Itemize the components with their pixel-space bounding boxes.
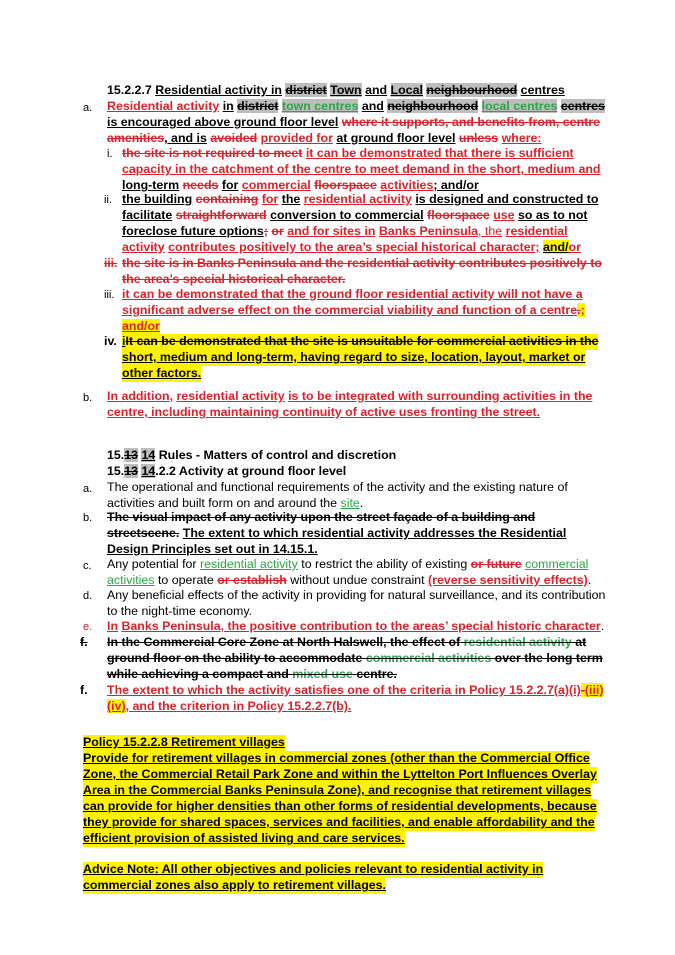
list-label: f. [80, 683, 88, 697]
rule-e-line1: In Banks Peninsula, the positive contribution to the areas’ special historic character. [107, 619, 605, 633]
advice-note-line1: Advice Note: All other objectives and policies relevant to residential activity in [83, 862, 544, 876]
clause-a-line1: Residential activity in district town centres and neighbourhood local centres centres [107, 99, 605, 113]
clause-iv-line2: short, medium and long-term, having regard to size, location, layout, market or [122, 350, 586, 364]
rules-subheading: 15.13 14.2.2 Activity at ground floor level [107, 464, 347, 478]
clause-i-line2: capacity in the catchment of the centre to meet demand in the short, medium and [122, 162, 601, 176]
list-label: a. [83, 102, 93, 114]
list-label: d. [83, 590, 93, 602]
clause-iii-line3: and/or [122, 319, 160, 333]
rule-f-line1: The extent to which the activity satisfies one of the criteria in Policy 15.2.2.7(a)(i)-(iii) [107, 683, 604, 697]
deleted-rule-f-line1: In the Commercial Core Zone at North Halswell, the effect of residential activity at [107, 635, 587, 649]
policy-line: Provide for retirement villages in commercial zones (other than the Commercial Office [83, 751, 590, 765]
rule-a-line2: activities and built form on and around the site. [107, 496, 364, 510]
deleted-rule-f-line2: ground floor on the ability to accommodate commercial activities over the long term [107, 651, 603, 665]
rule-c-line2: activities to operate or establish without undue constraint (reverse sensitivity effects). [107, 573, 592, 587]
policy-line: they provide for shared spaces, services and facilities, and enable affordability and the [83, 815, 595, 829]
rule-f-line2: (iv), and the criterion in Policy 15.2.2.7(b). [107, 699, 352, 713]
policy-line: can provide for higher densities than other forms of residential developments, because [83, 799, 597, 813]
clause-i-line1: the site is not required to meet it can be demonstrated that there is sufficient [122, 146, 574, 160]
clause-a-line3: amenities, and is avoided provided for at ground floor level unless where: [107, 131, 542, 145]
clause-iii-line2: significant adverse effect on the commercial viability and function of a centre.; [122, 303, 585, 317]
advice-note-line2: commercial zones also apply to retirement villages. [83, 878, 386, 892]
list-label: b. [83, 392, 93, 404]
policy-line: Zone, the Commercial Retail Park Zone and within the Lyttelton Port Influences Overlay [83, 767, 597, 781]
clause-iv-line3: other factors. [122, 366, 202, 380]
rule-d-line2: to the night-time economy. [107, 604, 253, 618]
list-label: e. [83, 621, 93, 633]
clause-i-line3: long-term needs for commercial floorspace activities; and/or [122, 178, 479, 192]
list-label: f. [80, 635, 88, 649]
rule-c-line1: Any potential for residential activity to restrict the ability of existing or future commercial [107, 557, 589, 571]
clause-iii-line1: it can be demonstrated that the ground floor residential activity will not have a [122, 287, 583, 301]
list-label: b. [83, 512, 93, 524]
clause-b-line2: centre, including maintaining continuity of active uses fronting the street. [107, 405, 541, 419]
policy-title: Policy 15.2.2.8 Retirement villages [83, 735, 285, 749]
clause-ii-line4: activity contributes positively to the area’s special historical character; and/or [122, 240, 581, 254]
deleted-clause-iii-line1: the site is in Banks Peninsula and the residential activity contributes positively to [122, 256, 602, 270]
clause-iv-line1: iIt can be demonstrated that the site is unsuitable for commercial activities in the [122, 334, 599, 348]
rule-b-line1: The visual impact of any activity upon the street façade of a building and [107, 510, 536, 524]
rule-a-line1: The operational and functional requirements of the activity and the existing nature of [107, 480, 568, 494]
deleted-rule-f-line3: while achieving a compact and mixed use centre. [107, 667, 397, 681]
deleted-clause-iii-line2: the area’s special historical character. [122, 272, 346, 286]
list-label: c. [83, 560, 92, 572]
policy-heading: 15.2.2.7 Residential activity in district Town and Local neighbourhood centres [107, 83, 565, 97]
rule-b-line2: streetscene. The extent to which residential activity addresses the Residential [107, 526, 567, 540]
clause-ii-line1: the building containing for the residential activity is designed and constructed to [122, 192, 599, 206]
list-label: i. [107, 148, 113, 160]
rule-b-line3: Design Principles set out in 14.15.1. [107, 542, 318, 556]
list-label: a. [83, 483, 93, 495]
list-label: iii. [104, 289, 115, 301]
list-label: iv. [104, 334, 117, 348]
clause-ii-line3: foreclose future options; or and for sites in Banks Peninsula, the residential [122, 224, 568, 238]
list-label: iii. [104, 256, 118, 270]
rule-d-line1: Any beneficial effects of the activity in providing for natural surveillance, and its contribution [107, 588, 606, 602]
policy-line: Area in the Commercial Banks Peninsula Zone), and recognise that retirement villages [83, 783, 592, 797]
rules-heading: 15.13 14 Rules - Matters of control and discretion [107, 448, 397, 462]
policy-line: efficient provision of assisted living and care services. [83, 831, 405, 845]
clause-b-line1: In addition, residential activity is to be integrated with surrounding activities in the [107, 389, 593, 403]
list-label: ii. [104, 194, 112, 206]
clause-a-line2: is encouraged above ground floor level where it supports, and benefits from, centre [107, 115, 600, 129]
clause-ii-line2: facilitate straightforward conversion to commercial floorspace use so as to not [122, 208, 588, 222]
